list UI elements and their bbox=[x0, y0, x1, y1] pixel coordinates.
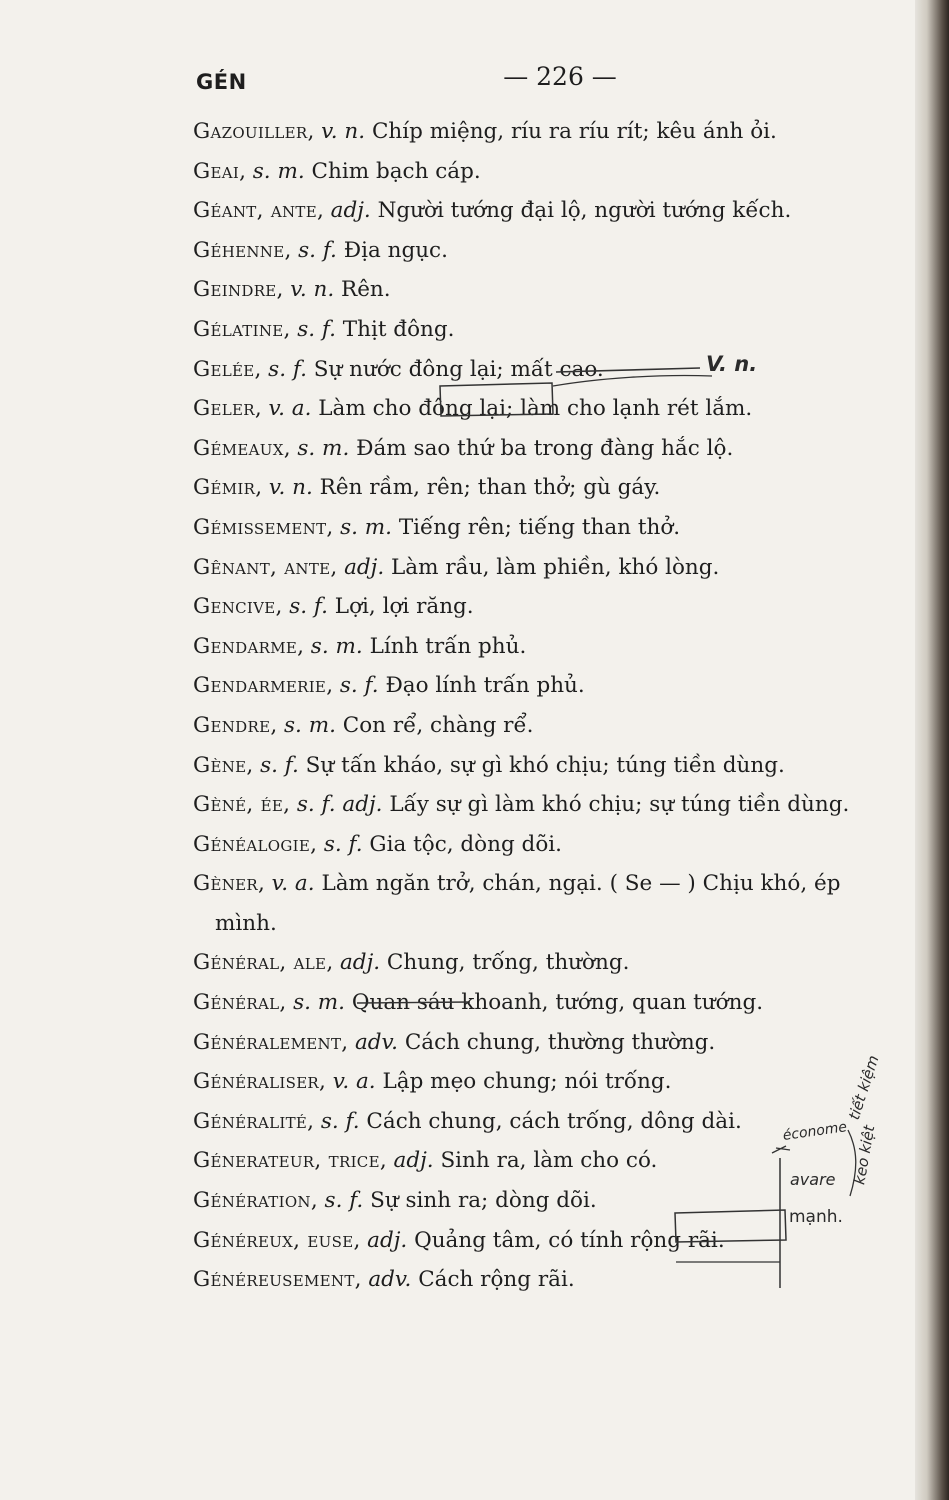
entry-genereux: Généreux, euse, adj. Quảng tâm, có tính rộng rãi. bbox=[193, 1227, 725, 1253]
annotation-tiet-kiem: tiết kiệm bbox=[844, 1053, 883, 1122]
headword: Généreusement bbox=[193, 1267, 355, 1293]
headword: Geler bbox=[193, 396, 255, 422]
entry-gendarmerie: Gendarmerie, s. f. Đạo lính trấn phủ. bbox=[193, 673, 585, 699]
entry-gemissement: Gémissement, s. m. Tiếng rên; tiếng than thở. bbox=[193, 514, 681, 540]
entry-gene: Gène, s. f. Sự tấn kháo, sự gì khó chịu; túng tiền dùng. bbox=[193, 752, 785, 778]
definition: Lợi, lợi răng. bbox=[334, 594, 474, 620]
entry-genant: Gênant, ante, adj. Làm rầu, làm phiền, khó lòng. bbox=[193, 554, 720, 580]
entry-gelatine: Gélatine, s. f. Thịt đông. bbox=[193, 316, 455, 342]
part-of-speech: adj. bbox=[330, 198, 371, 224]
part-of-speech: s. f. bbox=[297, 316, 336, 342]
entry-gemeaux: Gémeaux, s. m. Đám sao thứ ba trong đàng hắc lộ. bbox=[193, 435, 734, 461]
headword: Géant, ante bbox=[193, 198, 317, 224]
headword: Gémeaux bbox=[193, 435, 284, 461]
part-of-speech: s. f. bbox=[260, 752, 299, 778]
headword: Généreux, euse bbox=[193, 1227, 354, 1253]
definition: Thịt đông. bbox=[342, 316, 455, 342]
part-of-speech: s. f. bbox=[289, 594, 328, 620]
annotation-vn: V. n. bbox=[706, 352, 758, 376]
headword: Généraliser bbox=[193, 1069, 320, 1095]
part-of-speech: s. f. bbox=[268, 356, 307, 382]
headword: Gène bbox=[193, 752, 247, 778]
part-of-speech: s. f. bbox=[320, 1108, 360, 1134]
headword: Gèner bbox=[193, 871, 258, 897]
definition: Rên rầm, rên; than thở; gù gáy. bbox=[319, 475, 661, 501]
part-of-speech: adv. bbox=[354, 1029, 398, 1055]
part-of-speech: adj. bbox=[393, 1148, 434, 1174]
definition: Chíp miệng, ríu ra ríu rít; kêu ánh ỏi. bbox=[371, 119, 777, 144]
entry-generalement: Généralement, adv. Cách chung, thường thường. bbox=[193, 1029, 716, 1055]
definition: Chung, trống, thường. bbox=[386, 950, 630, 976]
headword: Gazouiller bbox=[193, 119, 308, 144]
running-head: GÉN bbox=[196, 70, 247, 94]
definition: Làm cho đông lại; làm cho lạnh rét lắm. bbox=[318, 396, 753, 422]
headword: Géhenne bbox=[193, 237, 285, 263]
part-of-speech: adj. bbox=[344, 554, 385, 580]
part-of-speech: s. f. bbox=[323, 831, 363, 857]
annotation-avare: avare bbox=[790, 1170, 836, 1189]
definition: Chim bạch cáp. bbox=[311, 158, 481, 184]
part-of-speech: adj. bbox=[367, 1227, 408, 1253]
entry-general-noun: Général, s. m. Quan sáu khoanh, tướng, quan tướng. bbox=[193, 990, 764, 1016]
definition: Lính trấn phủ. bbox=[369, 633, 527, 659]
headword: Gélatine bbox=[193, 316, 284, 342]
definition: Đạo lính trấn phủ. bbox=[385, 673, 585, 699]
definition: Tiếng rên; tiếng than thở. bbox=[398, 514, 681, 540]
headword: Gencive bbox=[193, 594, 276, 620]
entry-gencive: Gencive, s. f. Lợi, lợi răng. bbox=[193, 594, 474, 620]
entry-general-adj: Général, ale, adj. Chung, trống, thường. bbox=[193, 950, 630, 976]
definition: Quảng tâm, có tính rộng rãi. bbox=[414, 1227, 725, 1253]
page-number: — 226 — bbox=[503, 62, 617, 91]
definition: Quan sáu khoanh, tướng, quan tướng. bbox=[351, 990, 764, 1016]
entry-gazouiller: Gazouiller, v. n. Chíp miệng, ríu ra ríu rít; kêu ánh ỏi. bbox=[193, 119, 777, 144]
book-binding-edge bbox=[915, 0, 949, 1500]
part-of-speech: s. f. bbox=[324, 1188, 364, 1214]
entry-generalite: Généralité, s. f. Cách chung, cách trống, dông dài. bbox=[193, 1108, 742, 1134]
annotation-manh: mạnh. bbox=[789, 1207, 843, 1227]
definition: Cách chung, cách trống, dông dài. bbox=[366, 1108, 742, 1134]
entry-genereusement: Généreusement, adv. Cách rộng rãi. bbox=[193, 1267, 575, 1293]
part-of-speech: s. m. bbox=[293, 990, 345, 1016]
part-of-speech: v. a. bbox=[268, 396, 312, 422]
entry-geant: Géant, ante, adj. Người tướng đại lộ, người tướng kếch. bbox=[193, 198, 792, 224]
entry-gendre: Gendre, s. m. Con rể, chàng rể. bbox=[193, 712, 534, 738]
part-of-speech: v. a. bbox=[271, 871, 315, 897]
part-of-speech: s. m. bbox=[297, 435, 350, 461]
definition-continuation: mình. bbox=[215, 910, 277, 936]
definition: Lập mẹo chung; nói trống. bbox=[382, 1069, 672, 1095]
headword: Geindre bbox=[193, 277, 277, 303]
headword: Génerateur, trice bbox=[193, 1148, 380, 1174]
entry-gemir: Gémir, v. n. Rên rầm, rên; than thở; gù gáy. bbox=[193, 475, 661, 501]
headword: Gémir bbox=[193, 475, 256, 501]
headword: Geai bbox=[193, 158, 240, 184]
definition: Sự tấn kháo, sự gì khó chịu; túng tiền dùng. bbox=[305, 752, 785, 778]
part-of-speech: adv. bbox=[368, 1267, 412, 1293]
headword: Généralement bbox=[193, 1029, 342, 1055]
headword: Gendre bbox=[193, 712, 271, 738]
definition: Con rể, chàng rể. bbox=[342, 712, 534, 738]
definition: Cách rộng rãi. bbox=[418, 1267, 575, 1293]
part-of-speech: s. m. bbox=[340, 514, 392, 540]
definition: Làm ngăn trở, chán, ngại. ( Se — ) Chịu khó, ép bbox=[321, 871, 841, 897]
headword: Général bbox=[193, 990, 280, 1016]
entry-geindre: Geindre, v. n. Rên. bbox=[193, 277, 391, 303]
headword: Gèné, ée bbox=[193, 792, 284, 818]
part-of-speech: s. m. bbox=[310, 633, 363, 659]
definition: Sinh ra, làm cho có. bbox=[440, 1148, 658, 1174]
part-of-speech: s. f. adj. bbox=[296, 792, 383, 818]
definition: Địa ngục. bbox=[343, 237, 448, 263]
headword: Gendarmerie bbox=[193, 673, 327, 699]
entry-geai: Geai, s. m. Chim bạch cáp. bbox=[193, 158, 481, 184]
definition: Lấy sự gì làm khó chịu; sự túng tiền dùng. bbox=[389, 792, 850, 818]
part-of-speech: v. a. bbox=[332, 1069, 376, 1095]
entry-gene-ee: Gèné, ée, s. f. adj. Lấy sự gì làm khó chịu; sự túng tiền dùng. bbox=[193, 792, 850, 818]
part-of-speech: v. n. bbox=[290, 277, 335, 303]
headword: Gendarme bbox=[193, 633, 298, 659]
headword: Généalogie bbox=[193, 831, 311, 857]
definition: Người tướng đại lộ, người tướng kếch. bbox=[377, 198, 792, 224]
entry-geler: Geler, v. a. Làm cho đông lại; làm cho lạnh rét lắm. bbox=[193, 396, 753, 422]
annotation-keo-kiet: keo kiệt bbox=[850, 1123, 879, 1186]
headword: Généralité bbox=[193, 1108, 308, 1134]
headword: Gémissement bbox=[193, 514, 327, 540]
definition: Làm rầu, làm phiền, khó lòng. bbox=[391, 554, 720, 580]
part-of-speech: adj. bbox=[339, 950, 381, 976]
part-of-speech: v. n. bbox=[268, 475, 313, 501]
entry-gener: Gèner, v. a. Làm ngăn trở, chán, ngại. ( Se — ) Chịu khó, ép mình. bbox=[193, 864, 893, 943]
entry-gelee: Gelée, s. f. Sự nước đông lại; mất cao. bbox=[193, 356, 604, 382]
headword: Général, ale bbox=[193, 950, 327, 976]
annotation-econome: économe bbox=[781, 1119, 848, 1144]
part-of-speech: s. m. bbox=[284, 712, 336, 738]
definition: Sự nước đông lại; mất cao. bbox=[313, 356, 604, 382]
entry-genealogie: Généalogie, s. f. Gia tộc, dòng dõi. bbox=[193, 831, 562, 857]
part-of-speech: s. m. bbox=[252, 158, 305, 184]
entry-gehenne: Géhenne, s. f. Địa ngục. bbox=[193, 237, 448, 263]
definition: Sự sinh ra; dòng dõi. bbox=[370, 1188, 597, 1214]
definition: Gia tộc, dòng dõi. bbox=[369, 831, 562, 857]
entry-generation: Génération, s. f. Sự sinh ra; dòng dõi. bbox=[193, 1188, 597, 1214]
part-of-speech: s. f. bbox=[339, 673, 379, 699]
entry-generateur: Génerateur, trice, adj. Sinh ra, làm cho có. bbox=[193, 1148, 658, 1174]
definition: Đám sao thứ ba trong đàng hắc lộ. bbox=[356, 435, 734, 461]
part-of-speech: v. n. bbox=[321, 119, 366, 144]
definition: Rên. bbox=[341, 277, 391, 303]
entry-generaliser: Généraliser, v. a. Lập mẹo chung; nói trống. bbox=[193, 1069, 672, 1095]
entry-gendarme: Gendarme, s. m. Lính trấn phủ. bbox=[193, 633, 527, 659]
headword: Gelée bbox=[193, 356, 255, 382]
definition: Cách chung, thường thường. bbox=[404, 1029, 716, 1055]
entry-list bbox=[193, 112, 893, 1300]
headword: Génération bbox=[193, 1188, 311, 1214]
headword: Gênant, ante bbox=[193, 554, 331, 580]
part-of-speech: s. f. bbox=[298, 237, 337, 263]
